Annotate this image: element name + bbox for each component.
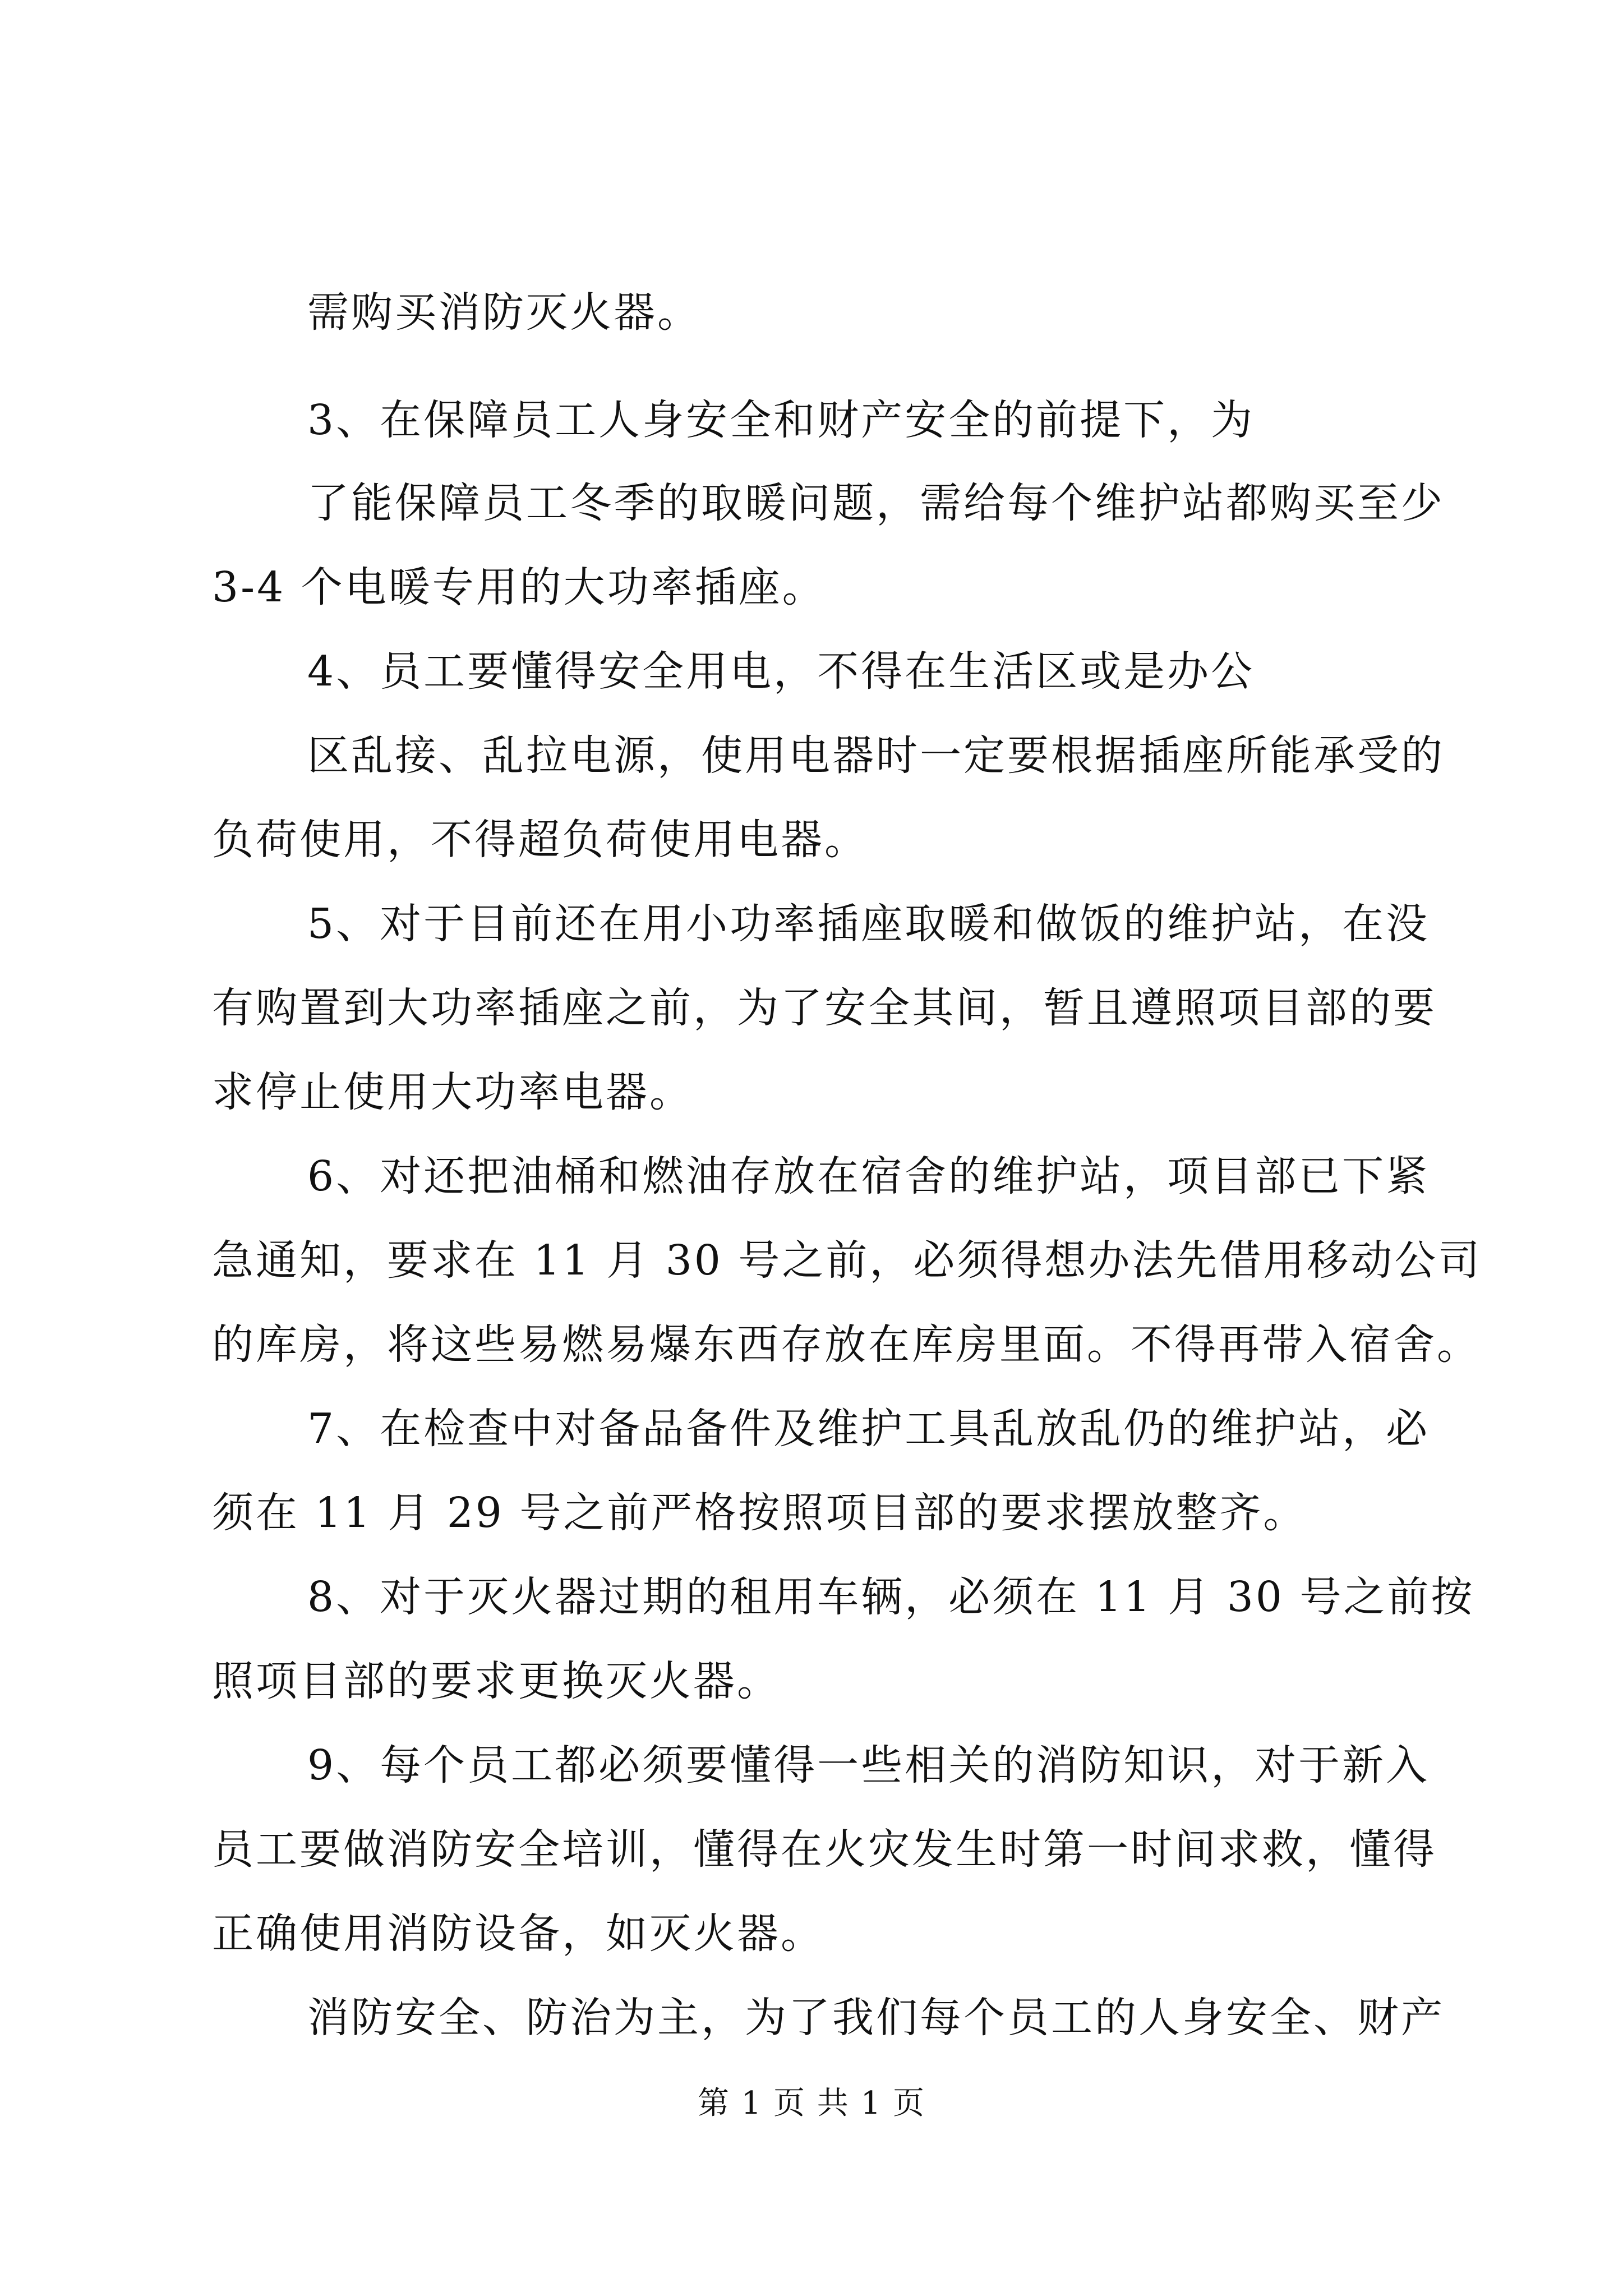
body-line: 照项目部的要求更换灭火器。	[212, 1657, 781, 1705]
body-line: 8、对于灭火器过期的租用车辆，必须在 11 月 30 号之前按	[307, 1573, 1475, 1621]
body-line: 3、在保障员工人身安全和财产安全的前提下，为	[307, 396, 1255, 444]
body-line: 正确使用消防设备，如灭火器。	[212, 1910, 824, 1958]
body-line: 了能保障员工冬季的取暖问题，需给每个维护站都购买至少	[307, 479, 1445, 527]
body-line: 5、对于目前还在用小功率插座取暖和做饭的维护站，在没	[307, 900, 1430, 948]
body-line: 急通知，要求在 11 月 30 号之前，必须得想办法先借用移动公司	[212, 1236, 1482, 1285]
body-line: 有购置到大功率插座之前，为了安全其间，暂且遵照项目部的要	[212, 984, 1437, 1032]
body-line: 负荷使用，不得超负荷使用电器。	[212, 816, 868, 864]
body-line: 3-4 个电暖专用的大功率插座。	[212, 563, 826, 611]
body-line: 须在 11 月 29 号之前严格按照项目部的要求摆放整齐。	[212, 1489, 1307, 1537]
body-line: 7、在检查中对备品备件及维护工具乱放乱仍的维护站，必	[307, 1405, 1430, 1453]
body-line: 区乱接、乱拉电源，使用电器时一定要根据插座所能承受的	[307, 731, 1445, 780]
body-line: 9、每个员工都必须要懂得一些相关的消防知识，对于新入	[307, 1741, 1430, 1789]
body-line: 需购买消防灭火器。	[307, 288, 701, 337]
body-line: 6、对还把油桶和燃油存放在宿舍的维护站，项目部已下紧	[307, 1152, 1430, 1200]
page-footer: 第 1 页 共 1 页	[697, 2085, 926, 2122]
body-line: 消防安全、防治为主，为了我们每个员工的人身安全、财产	[307, 1994, 1445, 2042]
body-line: 求停止使用大功率电器。	[212, 1068, 693, 1116]
body-line: 员工要做消防安全培训，懂得在火灾发生时第一时间求救，懂得	[212, 1825, 1437, 1874]
body-line: 的库房，将这些易燃易爆东西存放在库房里面。不得再带入宿舍。	[212, 1320, 1481, 1369]
body-line: 4、员工要懂得安全用电，不得在生活区或是办公	[307, 647, 1255, 696]
